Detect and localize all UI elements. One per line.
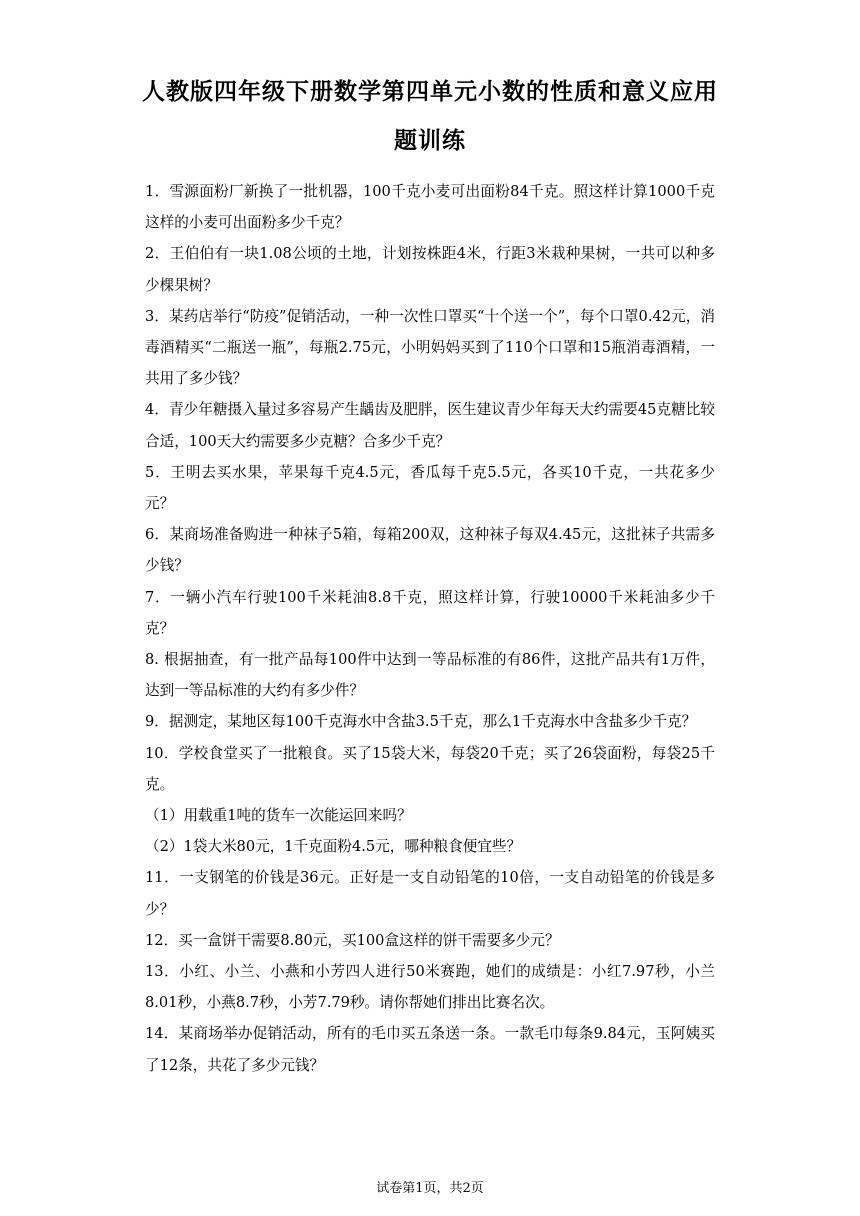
question-10: 10．学校食堂买了一批粮食。买了15袋大米，每袋20千克；买了26袋面粉，每袋25千克。 xyxy=(145,744,715,793)
question-12: 12．买一盒饼干需要8.80元，买100盒这样的饼干需要多少元？ xyxy=(145,931,560,949)
question-8: 8. 根据抽查，有一批产品每100件中达到一等品标准的有86件，这批产品共有1万件，达到一等品标准的大约有多少件？ xyxy=(145,651,715,700)
question-5: 5．王明去买水果，苹果每千克4.5元，香瓜每千克5.5元，各买10千克，一共花多少元？ xyxy=(145,463,715,513)
question-11: 11．一支钢笔的价钱是36元。正好是一支自动铅笔的10倍，一支自动铅笔的价钱是多少？ xyxy=(145,869,715,918)
question-3: 3．某药店举行“防疫”促销活动，一种一次性口罩买“十个送一个”，每个口罩0.42元，消毒酒精买“二瓶送一瓶”，每瓶2.75元，小明妈妈买到了110个口罩和15瓶消毒酒精，一共用了多少钱？ xyxy=(145,307,715,388)
question-10-part-2: （2）1袋大米80元，1千克面粉4.5元，哪种粮食便宜些？ xyxy=(145,838,522,856)
question-14: 14．某商场举办促销活动，所有的毛巾买五条送一条。一款毛巾每条9.84元，玉阿姨买了12条，共花了多少元钱？ xyxy=(145,1025,715,1074)
document-title: 人教版四年级下册数学第四单元小数的性质和意义应用题训练 xyxy=(142,79,718,154)
question-13: 13．小红、小兰、小燕和小芳四人进行50米赛跑，她们的成绩是：小红7.97秒，小兰8.01秒，小燕8.7秒，小芳7.79秒。请你帮她们排出比赛名次。 xyxy=(145,963,715,1012)
question-6: 6．某商场准备购进一种袜子5箱，每箱200双，这种袜子每双4.45元，这批袜子共需多少钱？ xyxy=(145,526,715,575)
question-1: 1．雪源面粉厂新换了一批机器，100千克小麦可出面粉84千克。照这样计算1000千克这样的小麦可出面粉多少千克？ xyxy=(145,183,715,232)
question-9: 9．据测定，某地区每100千克海水中含盐3.5千克，那么1千克海水中含盐多少千克？ xyxy=(145,713,697,731)
question-2: 2．王伯伯有一块1.08公顷的土地，计划按株距4米，行距3米栽种果树，一共可以种多少棵果树？ xyxy=(145,245,715,294)
question-10-part-1: （1）用载重1吨的货车一次能运回来吗？ xyxy=(145,807,412,825)
page-footer: 试卷第1页，共2页 xyxy=(376,1181,484,1196)
question-7: 7．一辆小汽车行驶100千米耗油8.8千克，照这样计算，行驶10000千米耗油多少千克？ xyxy=(145,588,715,637)
question-4: 4．青少年糖摄入量过多容易产生龋齿及肥胖，医生建议青少年每天大约需要45克糖比较合适，100天大约需要多少克糖？合多少千克？ xyxy=(145,401,715,450)
